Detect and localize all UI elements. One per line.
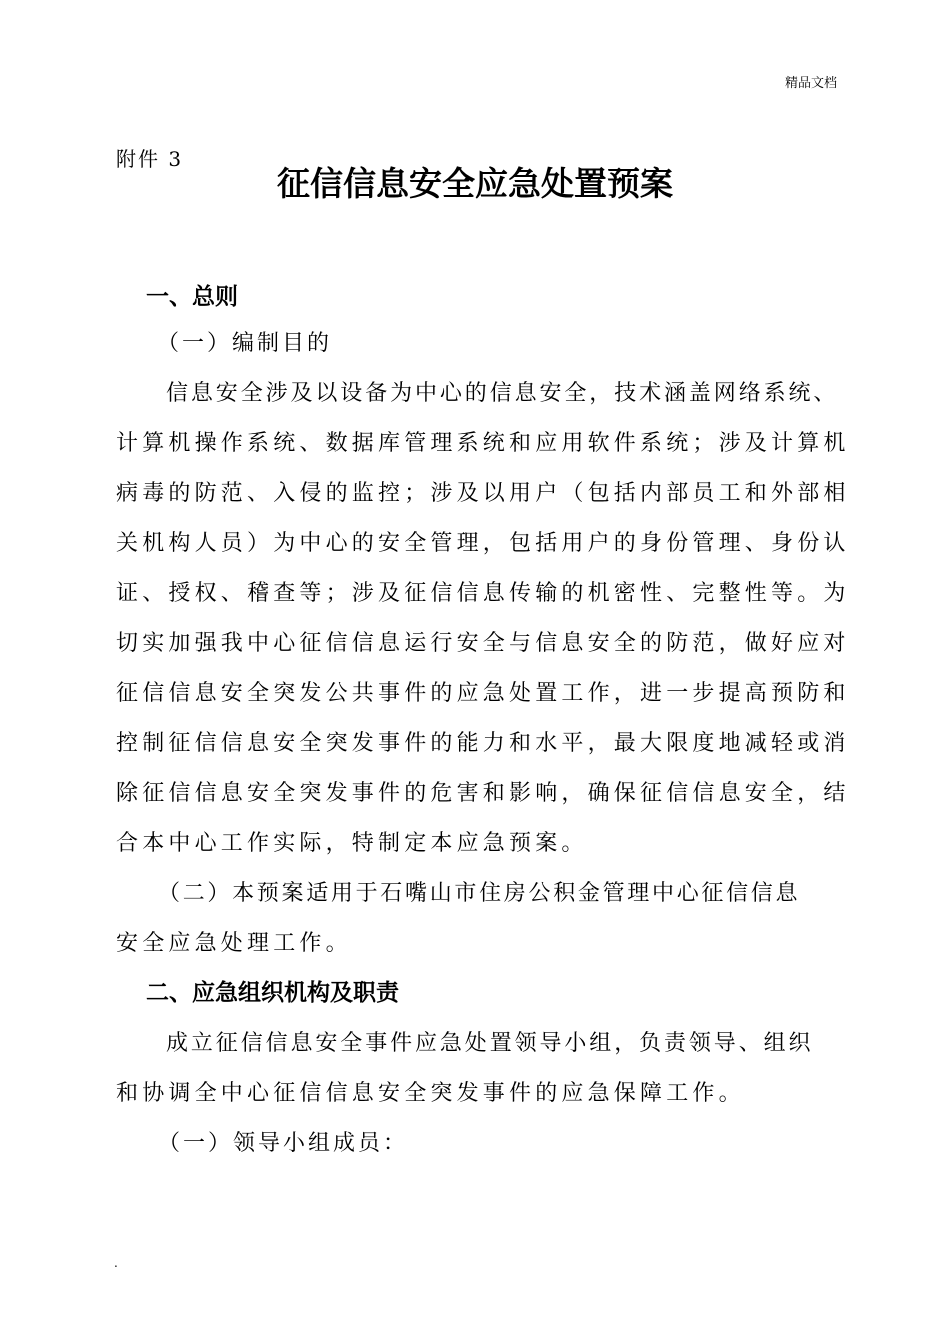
paragraph-line: 计算机操作系统、数据库管理系统和应用软件系统；涉及计算机 — [116, 431, 850, 456]
paragraph-line: 安全应急处理工作。 — [116, 931, 352, 956]
paragraph-line: 征信信息安全突发公共事件的应急处置工作，进一步提高预防和 — [116, 681, 850, 706]
paragraph-line: 证、授权、稽查等；涉及征信信息传输的机密性、完整性等。为 — [116, 581, 850, 606]
paragraph-line: 和协调全中心征信信息安全突发事件的应急保障工作。 — [116, 1081, 745, 1106]
document-title: 征信信息安全应急处置预案 — [277, 164, 673, 203]
paragraph-line: 控制征信信息安全突发事件的能力和水平，最大限度地减轻或消 — [116, 731, 850, 756]
paragraph-line: 切实加强我中心征信信息运行安全与信息安全的防范，做好应对 — [116, 631, 850, 656]
paragraph-line: 病毒的防范、入侵的监控；涉及以用户（包括内部员工和外部相 — [116, 481, 850, 506]
paragraph-line: 除征信信息安全突发事件的危害和影响，确保征信信息安全，结 — [116, 781, 850, 806]
paragraph-line: 成立征信信息安全事件应急处置领导小组，负责领导、组织 — [166, 1031, 814, 1056]
attachment-label: 附件 3 — [116, 147, 184, 171]
subsection-label-members: （一）领导小组成员： — [158, 1131, 409, 1156]
subsection-label-purpose: （一）编制目的 — [157, 331, 333, 356]
section-heading-organization: 二、应急组织机构及职责 — [146, 980, 399, 1006]
paragraph-line: 合本中心工作实际，特制定本应急预案。 — [116, 831, 588, 856]
paragraph-line: （二）本预案适用于石嘴山市住房公积金管理中心征信信息 — [158, 881, 801, 906]
paragraph-line: 信息安全涉及以设备为中心的信息安全，技术涵盖网络系统、 — [166, 381, 839, 406]
footer-mark: . — [114, 1256, 118, 1270]
paragraph-line: 关机构人员）为中心的安全管理，包括用户的身份管理、身份认 — [116, 531, 850, 556]
section-heading-general: 一、总则 — [146, 284, 238, 310]
header-watermark: 精品文档 — [784, 76, 837, 91]
